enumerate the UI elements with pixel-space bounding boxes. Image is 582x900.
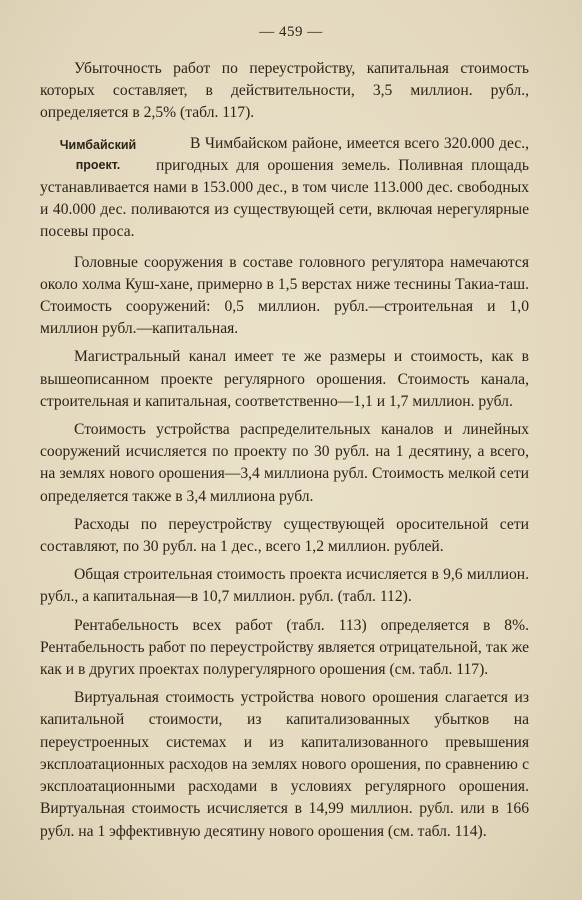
paragraph-1: Убыточность работ по переустройству, капитальная стоимость которых составляет, в действительности, 3,5 миллион. рубл., определяется в 2,5% (табл. 117).: [40, 60, 529, 122]
paragraph-2: В Чимбайском районе, имеется всего 320.000 дес., пригодных для орошения земель. Поливная площадь устанавливается нами в 153.000 дес., в том числе 113.000 дес. свободных и 40.000 дес. поливаются из существующей сети, включая нерегулярные посевы проса.: [40, 134, 529, 241]
page-body: [40, 58, 529, 849]
paragraph-5: Стоимость устройства распределительных каналов и линейных сооружений исчисляется по проекту по 30 рубл. на 1 десятину, а всего, на землях нового орошения—3,4 миллиона рубл. Стоимость мелкой сети определяется также в 3,4 миллиона рубл.: [40, 421, 529, 505]
paragraph-9: Виртуальная стоимость устройства нового орошения слагается из капитальной стоимости, из капитализованных убытков на переустроенных системах и из капитализованного превышения эксплоатационных расходов на землях нового орошения, по сравнению с эксплоатационными расходами в условиях регулярного орошения. Виртуальная стоимость исчисляется в 14,99 миллион. рубл. или в 166 рубл. на 1 эффективную десятину нового орошения (см. табл. 114).: [40, 689, 529, 840]
paragraph-8: Рентабельность всех работ (табл. 113) определяется в 8%. Рентабельность работ по переустройству является отрицательной, так же как и в других проектах полурегулярного орошения (см. табл. 117).: [40, 616, 529, 679]
page-number: — 459 —: [259, 24, 323, 40]
paragraph-4: Магистральный канал имеет те же размеры и стоимость, как в вышеописанном проекте регулярного орошения. Стоимость канала, строительная и капитальная, соответственно—1,1 и 1,7 миллион. рубл.: [40, 348, 529, 410]
side-heading-line-1: Чимбайский: [59, 137, 137, 152]
side-heading: [40, 135, 156, 175]
side-heading-line-2: проект.: [75, 157, 121, 172]
paragraph-3: Головные сооружения в составе головного регулятора намечаются около холма Куш-хане, примерно в 1,5 верстах ниже теснины Такиа-таш. Стоимость сооружений: 0,5 миллион. рубл.—строительная и 1,0 миллион рубл.—капитальная.: [40, 253, 529, 338]
paragraph-7: Общая строительная стоимость проекта исчисляется в 9,6 миллион. рубл., а капитальная—в 10,7 миллион. рубл. (табл. 112).: [40, 566, 529, 606]
paragraph-6: Расходы по переустройству существующей оросительной сети составляют, по 30 рубл. на 1 дес., всего 1,2 миллион. рублей.: [40, 515, 529, 556]
